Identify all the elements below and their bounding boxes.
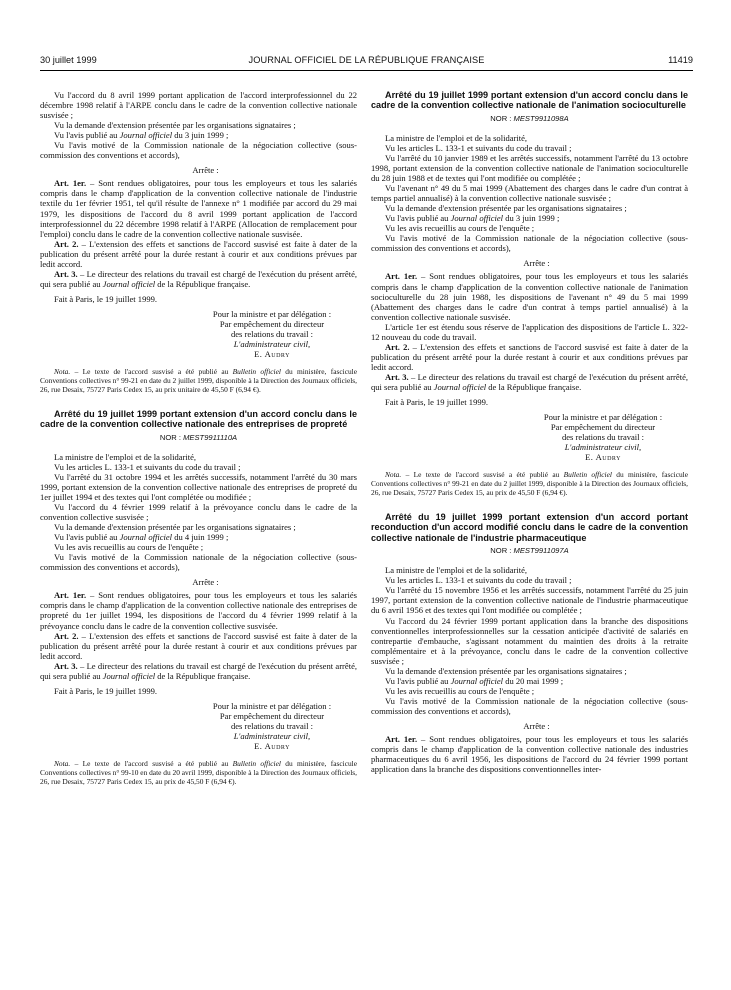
arrete-label: Arrête : <box>523 258 550 269</box>
section-title: Arrêté du 19 juillet 1999 portant extension d'un accord portant reconduction d'un accord modifié conclu dans le cadre de la convention collective nationale de l'industrie pharmaceutique <box>371 512 688 543</box>
nor-reference: NOR : MEST9911097A <box>490 546 569 556</box>
page-number: 11419 <box>668 55 693 65</box>
section-title: Arrêté du 19 juillet 1999 portant extension d'un accord conclu dans le cadre de la convention collective nationale des entreprises de propreté <box>40 408 357 430</box>
journal-officiel: Journal officiel <box>119 130 173 141</box>
visa: La ministre de l'emploi et de la solidarité, <box>385 132 528 143</box>
visa: Vu l'avenant n° 49 du 5 mai 1999 (Abattement des charges dans le cadre d'un contrat à temps partiel annualisé) à la convention collective nationale susvisée ; <box>371 183 688 204</box>
visa: Vu l'avis publié au Journal officiel du 3 juin 1999 ; <box>385 213 560 224</box>
article-2: Art. 2. – L'extension des effets et sanctions de l'accord susvisé est faite à dater de la publication du présent arrêté pour la durée restant à courir et aux conditions prévues par ledit accord. <box>40 630 357 661</box>
visa: Vu les avis recueillis au cours de l'enquête ; <box>385 223 535 234</box>
visa: Vu l'avis publié au Journal officiel du 3 juin 1999 ; <box>54 130 229 141</box>
visa: Vu l'avis motivé de la Commission nationale de la négociation collective (sous-commission des conventions et accords), <box>371 233 688 254</box>
article-1: Art. 1er. – Sont rendues obligatoires, pour tous les employeurs et tous les salariés compris dans le champ d'application de la convention collective nationale des entreprises de propreté du 1er juillet 1994, les dispositions de l'accord du 4 février 1999 relatif à la prévoyance conclu dans le cadre de la convention collective susvisée. <box>40 590 357 631</box>
article-1: Art. 1er. – Sont rendues obligatoires, pour tous les employeurs et tous les salariés compris dans le champ d'application de la convention collective nationale des industries pharmaceutiques du 6 avril 1956, les dispositions de l'accord du 24 février 1999 portant application dans la branche des dispositions conventionnelles inter- <box>371 734 688 775</box>
article-2: Art. 2. – L'extension des effets et sanctions de l'accord susvisé est faite à dater de la publication du présent arrêté pour la durée restant à courir et aux conditions prévues par ledit accord. <box>371 341 688 372</box>
left-column <box>40 90 357 787</box>
visa: Vu la demande d'extension présentée par les organisations signataires ; <box>54 522 296 533</box>
visa: Vu l'avis publié au Journal officiel du 4 juin 1999 ; <box>54 532 229 543</box>
arrete-label: Arrête : <box>523 721 550 731</box>
arrete-label: Arrête : <box>192 577 219 588</box>
article-1: Art. 1er. – Sont rendues obligatoires, pour tous les employeurs et tous les salariés compris dans le champ d'application de la convention collective nationale de l'animation socioculturelle du 28 juin 1988, les dispositions de l'avenant n° 49 du 5 mai 1999 (Abattement des charges dans le cadre d'un contrat à temps partiel annualisé) à la convention collective nationale susvisée. <box>371 271 688 322</box>
article-3: Art. 3. – Le directeur des relations du travail est chargé de l'exécution du présent arrêté, qui sera publié au Journal officiel de la République française. <box>40 268 357 289</box>
section-title: Arrêté du 19 juillet 1999 portant extension d'un accord conclu dans le cadre de la convention collective nationale de l'animation socioculturelle <box>371 90 688 111</box>
visa: La ministre de l'emploi et de la solidarité, <box>385 565 528 576</box>
header-date: 30 juillet 1999 <box>40 55 97 65</box>
visa: Vu les articles L. 133-1 et suivants du code du travail ; <box>385 142 572 153</box>
visa: Vu les articles L. 133-1 et suivants du code du travail ; <box>385 575 572 586</box>
page-header <box>40 54 693 71</box>
signature-block: Pour la ministre et par délégation : Par empêchement du directeur des relations du travail : L'administrateur civil, E. Audry <box>212 308 332 360</box>
visa: Vu l'avis publié au Journal officiel du 20 mai 1999 ; <box>385 675 564 686</box>
visa: Vu les articles L. 133-1 et suivants du code du travail ; <box>54 461 241 472</box>
visa: Vu l'arrêté du 15 novembre 1956 et les arrêtés successifs, notamment l'arrêté du 25 juin 1997, portant extension de la convention collective nationale de l'industrie pharmaceutique du 6 avril 1956 et des textes qui l'ont modifiée ou complétée ; <box>371 585 688 616</box>
signature-block: Pour la ministre et par délégation : Par empêchement du directeur des relations du travail : L'administrateur civil, E. Audry <box>543 412 663 463</box>
journal-title: JOURNAL OFFICIEL DE LA RÉPUBLIQUE FRANÇAISE <box>248 55 485 65</box>
visa: La ministre de l'emploi et de la solidarité, <box>54 451 197 462</box>
visa: Vu l'arrêté du 31 octobre 1994 et les arrêtés successifs, notamment l'arrêté du 30 mars 1999, portant extension de la convention collective nationale des entreprises de propreté du 1er juillet 1994 et des textes qui l'ont complétée ou modifiée ; <box>40 471 357 502</box>
visa: Vu la demande d'extension présentée par les organisations signataires ; <box>385 665 627 676</box>
article-3: Art. 3. – Le directeur des relations du travail est chargé de l'exécution du présent arrêté, qui sera publié au Journal officiel de la République française. <box>371 371 688 392</box>
arrete-label: Arrête : <box>192 165 219 176</box>
visa: Vu l'avis motivé de la Commission nationale de la négociation collective (sous-commission des conventions et accords), <box>40 552 357 573</box>
fait-a-paris: Fait à Paris, le 19 juillet 1999. <box>54 685 158 696</box>
visa: Vu l'accord du 4 février 1999 relatif à la prévoyance conclu dans le cadre de la convention collective susvisée ; <box>40 501 357 523</box>
fait-a-paris: Fait à Paris, le 19 juillet 1999. <box>54 293 158 304</box>
article-2: Art. 2. – L'extension des effets et sanctions de l'accord susvisé est faite à dater de la publication du présent arrêté pour la durée restant à courir et aux conditions prévues par ledit accord. <box>40 238 357 269</box>
right-column <box>371 90 688 774</box>
nor-reference: NOR : MEST9911098A <box>490 113 569 123</box>
nota: Nota. – Le texte de l'accord susvisé a été publié au Bulletin officiel du ministère, fascicule Conventions collectives n° 99-21 en date du 2 juillet 1999, disponible à la Direction des Journaux officiels, 26, rue Desaix, 75727 Paris Cedex 15, au prix unitaire de 45,50 F (6,94 €). <box>40 367 357 394</box>
nor-reference: NOR : MESТ9911110A <box>159 432 238 442</box>
visa: Vu l'arrêté du 10 janvier 1989 et les arrêtés successifs, notamment l'arrêté du 13 octobre 1998, portant extension de la convention collective nationale de l'animation socioculturelle du 28 juin 1988 et de textes qui l'ont modifiée ou complétée ; <box>371 152 688 184</box>
signature-block: Pour la ministre et par délégation : Par empêchement du directeur des relations du travail : L'administrateur civil, E. Audry <box>212 700 332 752</box>
visa: Vu l'accord du 8 avril 1999 portant application de l'accord interprofessionnel du 22 décembre 1998 relatif à l'ARPE conclu dans le cadre de la convention collective nationale susvisée ; <box>40 90 357 121</box>
nota: Nota. – Le texte de l'accord susvisé a été publié au Bulletin officiel du ministère, fascicule Conventions collectives n° 99-21 en date du 2 juillet 1999, disponible à la Direction des Journaux officiels, 26, rue Desaix, 75727 Paris Cedex 15, au prix de 45,50 F (6,94 €). <box>371 470 688 498</box>
visa: Vu l'avis motivé de la Commission nationale de la négociation collective (sous-commission des conventions et accords), <box>371 695 688 716</box>
fait-a-paris: Fait à Paris, le 19 juillet 1999. <box>385 397 489 408</box>
article-1-reserve: L'article 1er est étendu sous réserve de l'application des dispositions de l'article L. 322-12 nouveau du code du travail. <box>371 321 688 342</box>
visa: Vu la demande d'extension présentée par les organisations signataires ; <box>54 120 296 131</box>
visa: Vu l'accord du 24 février 1999 portant application dans la branche des dispositions conventionnelles interprofessionnelles sur la cessation anticipée d'activité de salariés en contrepartie d'embauche, s'agissant notamment du maintien des droits à la retraite complémentaire et à la prévoyance, conclu dans le cadre de la convention collective susvisée ; <box>371 615 688 666</box>
nota: Nota. – Le texte de l'accord susvisé a été publié au Bulletin officiel du ministère, fascicule Conventions collectives n° 99-10 en date du 20 avril 1999, disponible à la Direction des Journaux officiels, 26, rue Desaix, 75727 Paris Cedex 15, au prix de 45,50 F (6,94 €). <box>40 759 357 786</box>
visa: Vu l'avis motivé de la Commission nationale de la négociation collective (sous-commission des conventions et accords), <box>40 140 357 161</box>
article-1: Art. 1er. – Sont rendues obligatoires, pour tous les employeurs et tous les salariés compris dans le champ d'application de la convention collective nationale de l'industrie textile du 1er février 1951, tel qu'il résulte de l'annexe n° 1 modifiée par accord du 29 mai 1979, les dispositions de l'accord du 8 avril 1999 portant application de l'accord interprofessionnel du 22 décembre 1998 relatif à l'ARPE (Allocation de remplacement pour l'emploi) conclu dans le cadre de la convention collective nationale susvisée. <box>40 178 357 239</box>
visa: Vu les avis recueillis au cours de l'enquête ; <box>54 542 204 553</box>
visa: Vu la demande d'extension présentée par les organisations signataires ; <box>385 203 627 214</box>
article-3: Art. 3. – Le directeur des relations du travail est chargé de l'exécution du présent arrêté, qui sera publié au Journal officiel de la République française. <box>40 660 357 681</box>
visa: Vu les avis recueillis au cours de l'enquête ; <box>385 685 535 696</box>
